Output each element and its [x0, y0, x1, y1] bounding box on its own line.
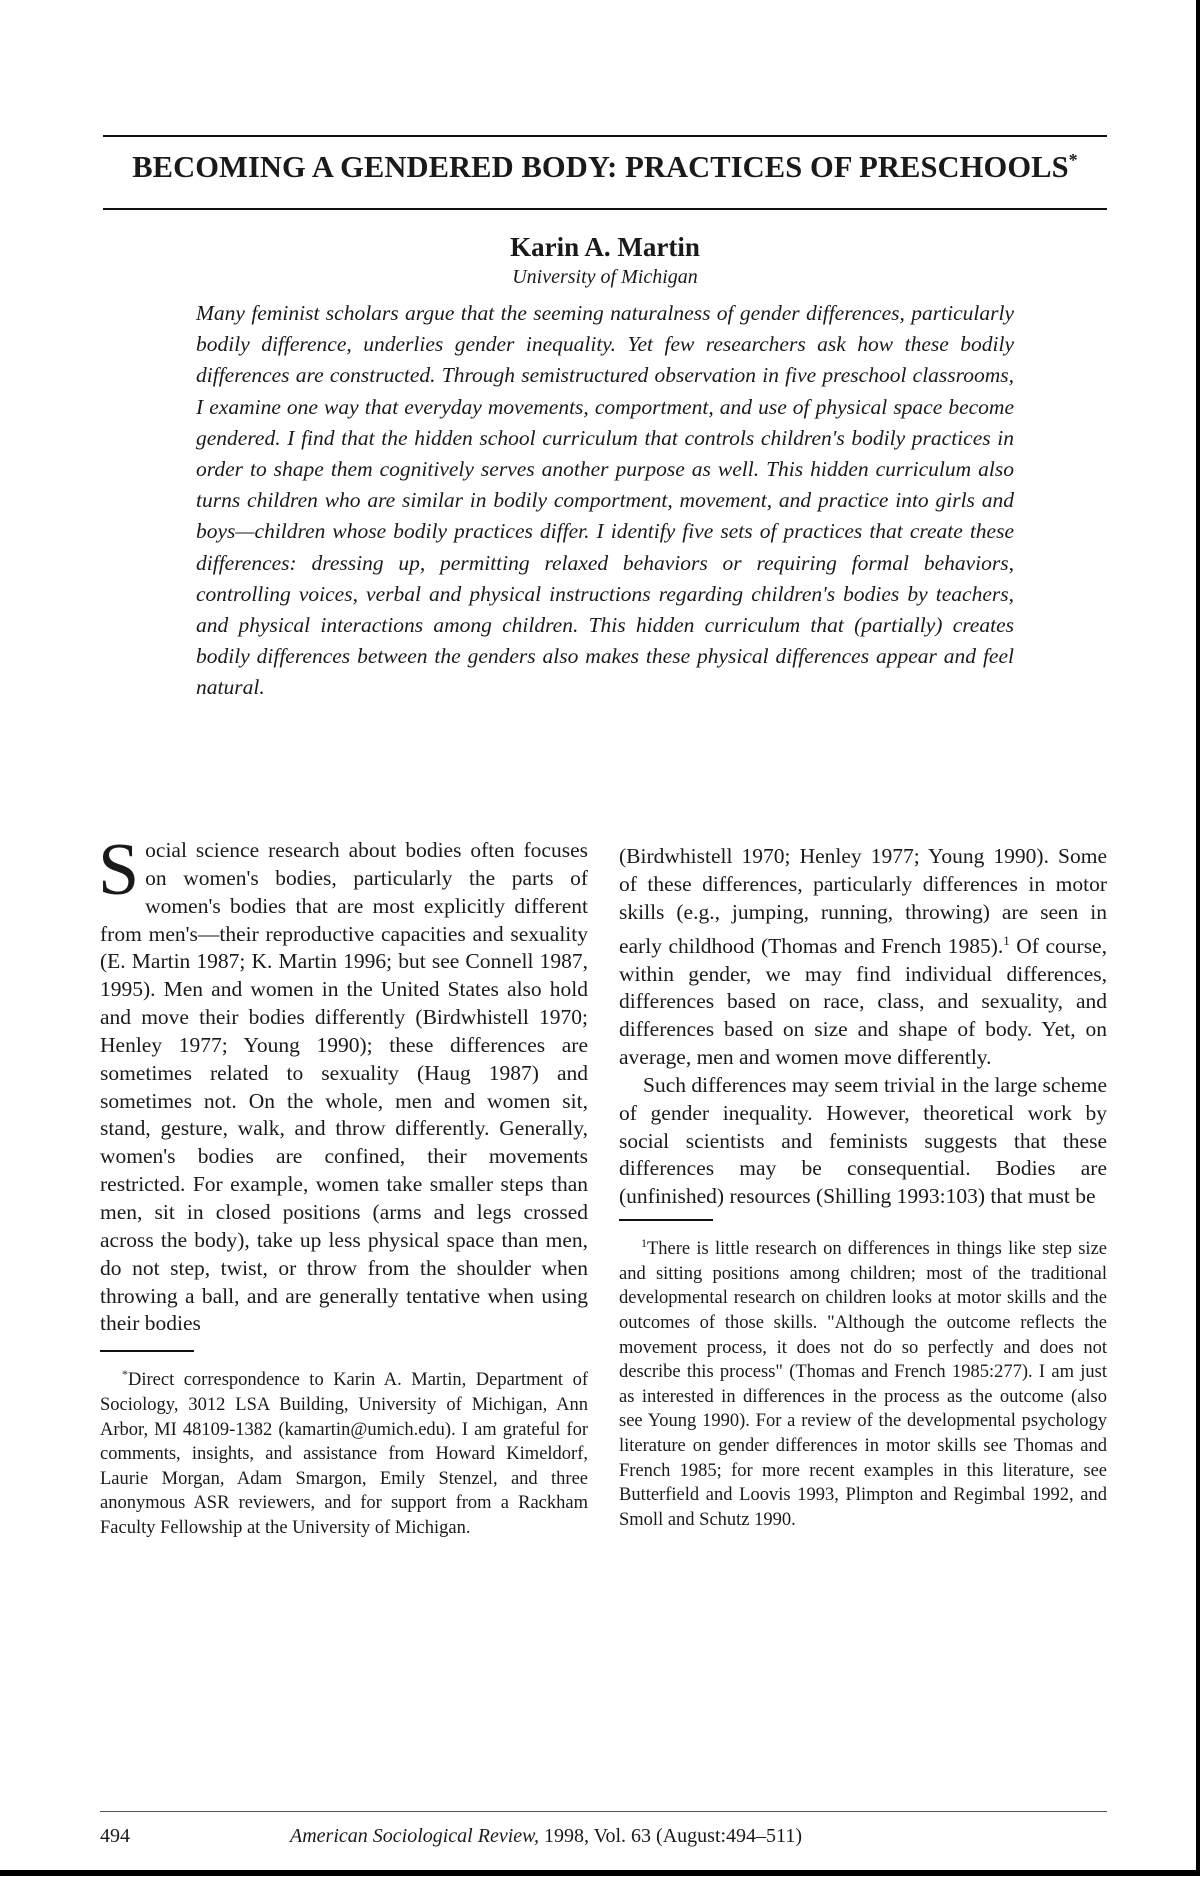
footnote-rule-right — [619, 1219, 713, 1221]
footnote-1: $^1$There is little research on differences in things like step size and sitting positions among children; most of the traditional developmental research on children looks at motor skills and the outcomes of those skills. "Although the outcome reflects the movement process, it does not do so perfectly and does not describe this process" (Thomas and French 1985:277). I am just as interested in differences in the process as the outcome (also see Young 1990). For a review of the developmental psychology literature on gender differences in motor skills see Thomas and French 1985; for more recent examples in this literature, see Butterfield and Loovis 1993, Plimpton and Regimbal 1992, and Smoll and Schutz 1990. — [619, 1236, 1107, 1530]
footer-rule — [100, 1811, 1107, 1812]
title-bottom-rule — [103, 208, 1107, 210]
note-ref-1: 1 — [1003, 932, 1010, 948]
journal-citation: American Sociological Review, 1998, Vol. 63 (August:494–511) — [290, 1825, 802, 1847]
title-top-rule — [103, 135, 1107, 137]
footnote-correspondence: *Direct correspondence to Karin A. Martin, Department of Sociology, 3012 LSA Building, University of Michigan, Ann Arbor, MI 48109-1382 (kamartin@umich.edu). I am grateful for comments, insights, and assistance from Howard Kimeldorf, Laurie Morgan, Adam Smargon, Emily Stenzel, and three anonymous ASR reviewers, and for support from a Rackham Faculty Fellowship at the University of Michigan. — [100, 1367, 588, 1538]
footnote-rule — [100, 1350, 194, 1352]
article-title: BECOMING A GENDERED BODY: PRACTICES OF PRESCHOOLS* — [132, 149, 1078, 184]
title-footnote-mark: * — [1068, 149, 1078, 170]
author-affiliation: University of Michigan — [512, 266, 698, 288]
page-number: 494 — [100, 1825, 130, 1847]
left-column — [98, 829, 588, 1541]
right-column — [619, 843, 1107, 1532]
body-paragraph-2: Such differences may seem trivial in the large scheme of gender inequality. However, theoretical work by social scientists and feminists suggests that these differences may be consequential. Bodies are (unfinished) resources (Shilling 1993:103) that must be — [619, 1072, 1107, 1209]
abstract: Many feminist scholars argue that the seeming naturalness of gender differences, particularly bodily difference, underlies gender inequality. Yet few researchers ask how these bodily differences are constructed. Through semistructured observation in five preschool classrooms, I examine one way that everyday movements, comportment, and use of physical space become gendered. I find that the hidden school curriculum that controls children's bodily practices in order to shape them cognitively serves another purpose as well. This hidden curriculum also turns children who are similar in bodily comportment, movement, and practice into girls and boys—children whose bodily practices differ. I identify five sets of practices that create these differences: dressing up, permitting relaxed behaviors or requiring formal behaviors, controlling voices, verbal and physical instructions regarding children's bodies by teachers, and physical interactions among children. This hidden curriculum that (partially) creates bodily differences between the genders also makes these physical differences appear and feel natural. — [196, 301, 1014, 700]
drop-cap: S — [98, 829, 140, 911]
author-name: Karin A. Martin — [510, 232, 700, 262]
body-paragraph-1: (Birdwhistell 1970; Henley 1977; Young 1990). Some of these differences, particularly differences in motor skills (e.g., jumping, running, throwing) are seen in early childhood (Thomas and French 1985).$^1$ Of course, within gender, we may find individual differences, differences based on race, class, and sexuality, and differences based on size and shape of body. Yet, on average, men and women move differently. — [619, 844, 1107, 1070]
intro-paragraph: Social science research about bodies often focuses on women's bodies, particularly the parts of women's bodies that are most explicitly different from men's—their reproductive capacities and sexuality (E. Martin 1987; K. Martin 1996; but see Connell 1987, 1995). Men and women in the United States also hold and move their bodies differently (Birdwhistell 1970; Henley 1977; Young 1990); these differences are sometimes related to sexuality (Haug 1987) and sometimes not. On the whole, men and women sit, stand, gesture, walk, and throw differently. Generally, women's bodies are confined, their movements restricted. For example, women take smaller steps than men, sit in closed positions (arms and legs crossed across the body), take up less physical space than men, do not step, twist, or throw from the shoulder when throwing a ball, and are generally tentative when using their bodies — [98, 829, 588, 1336]
